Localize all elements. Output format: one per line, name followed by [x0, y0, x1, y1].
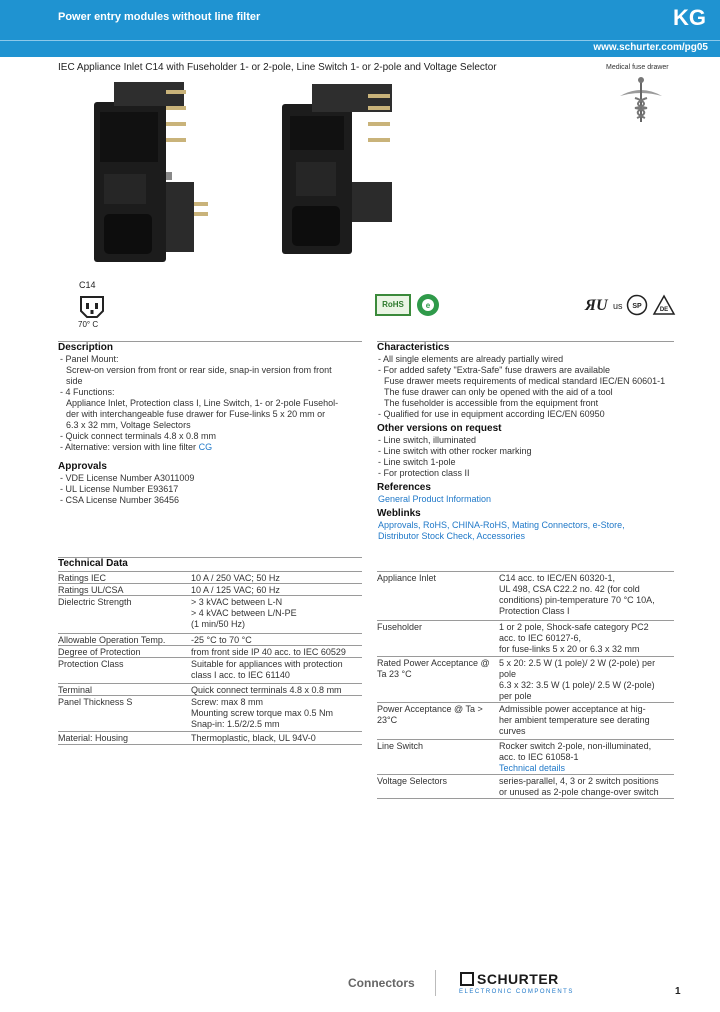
list-item: - UL License Number E93617	[60, 484, 179, 494]
c14-inlet-icon	[78, 294, 106, 320]
footer-category: Connectors	[348, 976, 415, 990]
product-heading: IEC Appliance Inlet C14 with Fuseholder 1- or 2-pole, Line Switch 1- or 2-pole and Voltage Selector	[58, 62, 497, 73]
table-row	[377, 620, 674, 656]
list-item: - Line switch 1-pole	[378, 457, 456, 467]
spec-value	[191, 659, 343, 681]
spec-value	[499, 776, 659, 798]
spec-value: Thermoplastic, black, UL 94V-0	[191, 733, 316, 743]
spec-value-line: > 3 kVAC between L-N	[191, 597, 283, 607]
spec-label: Line Switch	[377, 741, 424, 751]
url-bar	[0, 41, 720, 57]
spec-label: Allowable Operation Temp.	[58, 635, 166, 645]
connector-temp-label: 70° C	[78, 320, 99, 329]
spec-value-line: (1 min/50 Hz)	[191, 619, 246, 629]
spec-label: Voltage Selectors	[377, 776, 448, 786]
table-row	[58, 657, 362, 683]
spec-value	[499, 658, 655, 702]
list-item: - VDE License Number A3011009	[60, 473, 195, 483]
list-item: der with interchangeable fuse drawer for Fuse-links 5 x 20 mm or	[66, 409, 326, 419]
list-item: The fuse drawer can only be opened with the aid of a tool	[384, 387, 613, 397]
alternative-link[interactable]: CG	[198, 442, 213, 452]
spec-value-line: Mounting screw torque max 0.5 Nm	[191, 708, 334, 718]
other-versions-title: Other versions on request	[377, 423, 502, 434]
spec-value-line: UL 498, CSA C22.2 no. 42 (for cold	[499, 584, 640, 594]
spec-value-line: acc. to IEC 61058-1	[499, 752, 579, 762]
spec-value	[499, 704, 650, 737]
spec-value	[191, 597, 297, 630]
spec-label: Dielectric Strength	[58, 597, 132, 607]
table-row	[58, 695, 362, 731]
list-item: side	[66, 376, 83, 386]
references-title: References	[377, 482, 431, 493]
spec-label: Degree of Protection	[58, 647, 141, 657]
table-row	[58, 645, 362, 657]
list-item: Appliance Inlet, Protection class I, Line Switch, 1- or 2-pole Fusehol-	[66, 398, 339, 408]
spec-value: from front side IP 40 acc. to IEC 60529	[191, 647, 346, 657]
weblinks-line-1[interactable]: Approvals, RoHS, CHINA-RoHS, Mating Connectors, e-Store,	[378, 520, 625, 530]
list-item	[60, 442, 338, 453]
svg-text:DE: DE	[659, 307, 669, 313]
characteristics-list	[378, 354, 665, 420]
approvals-list	[60, 473, 194, 506]
schurter-logo-icon	[460, 972, 474, 986]
table-row	[377, 739, 674, 774]
list-item: - Line switch, illuminated	[378, 435, 477, 445]
spec-value-line: Suitable for appliances with protection	[191, 659, 343, 669]
table-row	[58, 731, 362, 745]
spec-value	[499, 622, 649, 655]
fuse-drawer-label: Medical fuse drawer	[606, 64, 669, 71]
table-row	[377, 571, 674, 620]
spec-label: Protection Class	[58, 659, 124, 669]
spec-value-line: Rocker switch 2-pole, non-illuminated,	[499, 741, 652, 751]
spec-value-line: Admissible power acceptance at hig-	[499, 704, 646, 714]
spec-label-line: Ta 23 °C	[377, 669, 412, 679]
weblinks-title: Weblinks	[377, 508, 421, 519]
spec-value	[191, 697, 333, 730]
spec-label-line: Rated Power Acceptance @	[377, 658, 490, 668]
list-item: Screw-on version from front or rear side, snap-in version from front	[66, 365, 332, 375]
spec-label: Panel Thickness S	[58, 697, 133, 707]
vde-icon	[652, 294, 676, 316]
description-list	[60, 354, 338, 453]
table-row	[58, 633, 362, 645]
spec-value-line: her ambient temperature see derating	[499, 715, 650, 725]
header-bar	[0, 0, 720, 40]
csa-icon	[626, 294, 648, 316]
list-item: - Panel Mount:	[60, 354, 119, 364]
spec-value-line: series-parallel, 4, 3 or 2 switch positions	[499, 776, 659, 786]
connector-type-label: C14	[79, 280, 96, 290]
spec-label-line: Power Acceptance @ Ta >	[377, 704, 483, 714]
list-item: The fuseholder is accessible from the equipment front	[384, 398, 599, 408]
spec-value-line: C14 acc. to IEC/EN 60320-1,	[499, 573, 616, 583]
table-row	[58, 595, 362, 633]
schurter-logo: SCHURTER	[477, 971, 559, 987]
list-item: 6.3 x 32 mm, Voltage Selectors	[66, 420, 191, 430]
list-item: - For protection class II	[378, 468, 470, 478]
spec-label	[377, 704, 483, 726]
spec-value-line: pole	[499, 669, 517, 679]
spec-value-line: Snap-in: 1.5/2/2.5 mm	[191, 719, 280, 729]
weblinks-line-2[interactable]: Distributor Stock Check, Accessories	[378, 531, 526, 541]
svg-text:us: us	[613, 301, 623, 311]
page-number: 1	[675, 986, 681, 997]
technical-details-link[interactable]: Technical details	[499, 763, 566, 773]
spec-value-line: 1 or 2 pole, Shock-safe category PC2	[499, 622, 649, 632]
spec-label: Material: Housing	[58, 733, 129, 743]
product-image-front	[282, 82, 412, 257]
technical-data-left-table	[58, 571, 362, 746]
table-row	[377, 656, 674, 702]
table-row	[58, 683, 362, 695]
spec-value-line: class I acc. to IEC 61140	[191, 670, 290, 680]
list-item: - Quick connect terminals 4.8 x 0.8 mm	[60, 431, 217, 441]
spec-value: 10 A / 125 VAC; 60 Hz	[191, 585, 280, 595]
list-item: - Line switch with other rocker marking	[378, 446, 532, 456]
description-title: Description	[58, 342, 114, 353]
characteristics-title: Characteristics	[377, 342, 450, 353]
website-link[interactable]: www.schurter.com/pg05	[593, 42, 708, 53]
product-image-rear	[94, 82, 214, 272]
list-item: - For added safety "Extra-Safe" fuse drawers are available	[378, 365, 611, 375]
list-item: - 4 Functions:	[60, 387, 115, 397]
spec-value-line: for fuse-links 5 x 20 or 6.3 x 32 mm	[499, 644, 640, 654]
spec-label: Fuseholder	[377, 622, 423, 632]
logo-subtitle: ELECTRONIC COMPONENTS	[459, 989, 574, 995]
svg-text:RoHS: RoHS	[382, 300, 404, 309]
technical-data-right-table	[377, 571, 674, 799]
china-rohs-icon	[415, 292, 441, 318]
spec-value-line: curves	[499, 726, 526, 736]
spec-label: Terminal	[58, 685, 93, 695]
spec-label: Ratings UL/CSA	[58, 585, 124, 595]
ul-recognized-icon	[583, 295, 623, 315]
table-row	[58, 571, 362, 583]
spec-value	[499, 573, 655, 617]
medical-caduceus-icon	[618, 74, 664, 124]
spec-value-line: 6.3 x 32: 3.5 W (1 pole)/ 2.5 W (2-pole)	[499, 680, 655, 690]
rohs-icon	[375, 294, 411, 316]
table-row	[377, 702, 674, 739]
svg-text:SP: SP	[632, 303, 642, 310]
spec-value	[499, 741, 651, 774]
spec-value: -25 °C to 70 °C	[191, 635, 252, 645]
spec-value-line: Protection Class I	[499, 606, 570, 616]
header-title: Power entry modules without line filter	[58, 11, 261, 23]
spec-label: Ratings IEC	[58, 573, 107, 583]
spec-label: Appliance Inlet	[377, 573, 437, 583]
spec-value-line: 5 x 20: 2.5 W (1 pole)/ 2 W (2-pole) per	[499, 658, 656, 668]
list-item: - Qualified for use in equipment according IEC/EN 60950	[378, 409, 605, 419]
spec-value-line: Screw: max 8 mm	[191, 697, 264, 707]
spec-value-line: > 4 kVAC between L/N-PE	[191, 608, 297, 618]
alternative-text: - Alternative: version with line filter	[60, 442, 197, 452]
svg-text:ЯU: ЯU	[585, 297, 608, 314]
spec-value: 10 A / 250 VAC; 50 Hz	[191, 573, 280, 583]
list-item: Fuse drawer meets requirements of medical standard IEC/EN 60601-1	[384, 376, 666, 386]
spec-value-line: acc. to IEC 60127-6,	[499, 633, 582, 643]
approvals-title: Approvals	[58, 461, 107, 472]
spec-value-line: per pole	[499, 691, 532, 701]
spec-value-line: conditions) pin-temperature 70 °C 10A,	[499, 595, 655, 605]
technical-data-title: Technical Data	[58, 558, 128, 569]
spec-label	[377, 658, 490, 680]
footer-divider	[435, 970, 436, 996]
table-row	[377, 774, 674, 799]
spec-label-line: 23°C	[377, 715, 398, 725]
spec-value-line: or unused as 2-pole change-over switch	[499, 787, 659, 797]
other-versions-list	[378, 435, 532, 479]
product-code: KG	[673, 5, 706, 30]
spec-value: Quick connect terminals 4.8 x 0.8 mm	[191, 685, 342, 695]
references-link[interactable]: General Product Information	[378, 494, 492, 504]
svg-text:e: e	[425, 301, 431, 310]
list-item: - All single elements are already partially wired	[378, 354, 564, 364]
list-item: - CSA License Number 36456	[60, 495, 180, 505]
table-row	[58, 583, 362, 595]
